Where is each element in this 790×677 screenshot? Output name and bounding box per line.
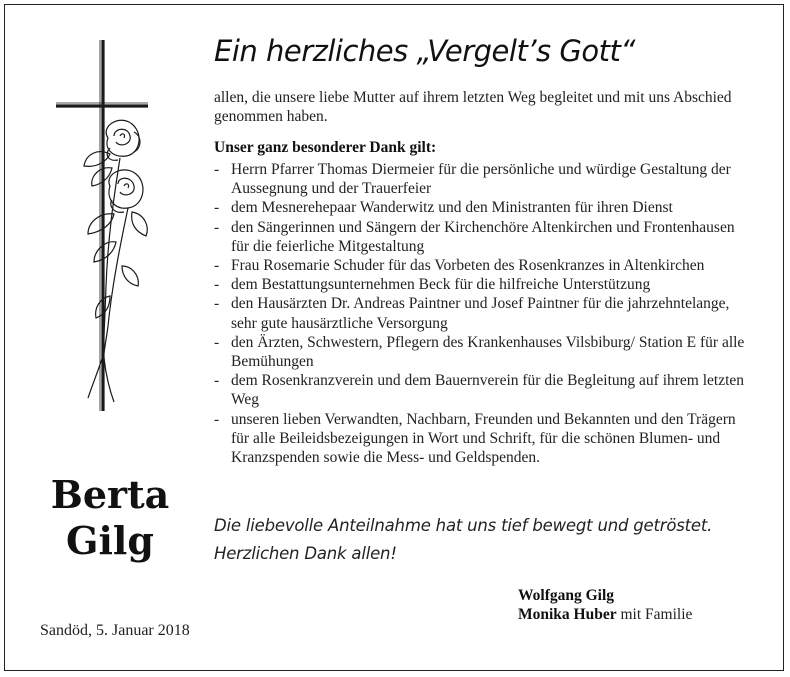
- signature-second-suffix: mit Familie: [620, 606, 693, 623]
- deceased-last-name: Gilg: [66, 518, 154, 563]
- cross-icon: [56, 40, 148, 411]
- intro-text: allen, die unsere liebe Mutter auf ihrem letzten Weg begleitet und mit uns Abschied genommen haben.: [214, 89, 732, 125]
- thanks-item: - dem Rosenkranzverein und dem Bauernverein für die Begleitung auf ihrem letzten Weg: [214, 371, 754, 409]
- thanks-item: - den Sängerinnen und Sängern der Kirchenchöre Altenkirchen und Frontenhausen für die feierliche Mitgestaltung: [214, 218, 754, 256]
- signature-second-name: Monika Huber: [518, 606, 617, 623]
- thanks-item: - dem Bestattungsunternehmen Beck für die hilfreiche Unterstützung: [214, 275, 754, 294]
- closing-line-1: Die liebevolle Anteilnahme hat uns tief bewegt und getröstet.: [214, 516, 713, 535]
- closing-line-2: Herzlichen Dank allen!: [214, 544, 397, 563]
- signature-second: [518, 605, 692, 624]
- thanks-item: - unseren lieben Verwandten, Nachbarn, Freunden und Bekannten und den Trägern für alle Beileidsbezeigungen in Wort und Schrift, für die schönen Blumen- und Kranzspenden sowie die Mess- und Geldspenden.: [214, 410, 754, 468]
- thanks-item: - dem Mesnerehepaar Wanderwitz und den Ministranten für ihren Dienst: [214, 198, 754, 217]
- cross-roses-illustration: [48, 36, 158, 416]
- thanks-item: - Herrn Pfarrer Thomas Diermeier für die persönliche und würdige Gestaltung der Aussegnung und der Trauerfeier: [214, 160, 754, 198]
- rose-icon: [84, 120, 147, 402]
- deceased-first-name: Berta: [50, 472, 170, 517]
- signatures: [518, 586, 692, 624]
- closing-text: [214, 512, 712, 568]
- thanks-item: - den Hausärzten Dr. Andreas Paintner und Josef Paintner für die jahrzehntelange, sehr gute hausärztliche Versorgung: [214, 294, 754, 332]
- deceased-name: [40, 472, 180, 564]
- thanks-title: Unser ganz besonderer Dank gilt:: [214, 139, 437, 156]
- signature-first: Wolfgang Gilg: [518, 587, 615, 604]
- thanks-item: - den Ärzten, Schwestern, Pflegern des Krankenhauses Vilsbiburg/ Station E für alle Bemühungen: [214, 333, 754, 371]
- thanks-item: - Frau Rosemarie Schuder für das Vorbeten des Rosenkranzes in Altenkirchen: [214, 256, 754, 275]
- thanks-list: [214, 160, 754, 467]
- heading: Ein herzliches „Vergelt’s Gott“: [214, 34, 635, 68]
- place-date: Sandöd, 5. Januar 2018: [40, 622, 190, 639]
